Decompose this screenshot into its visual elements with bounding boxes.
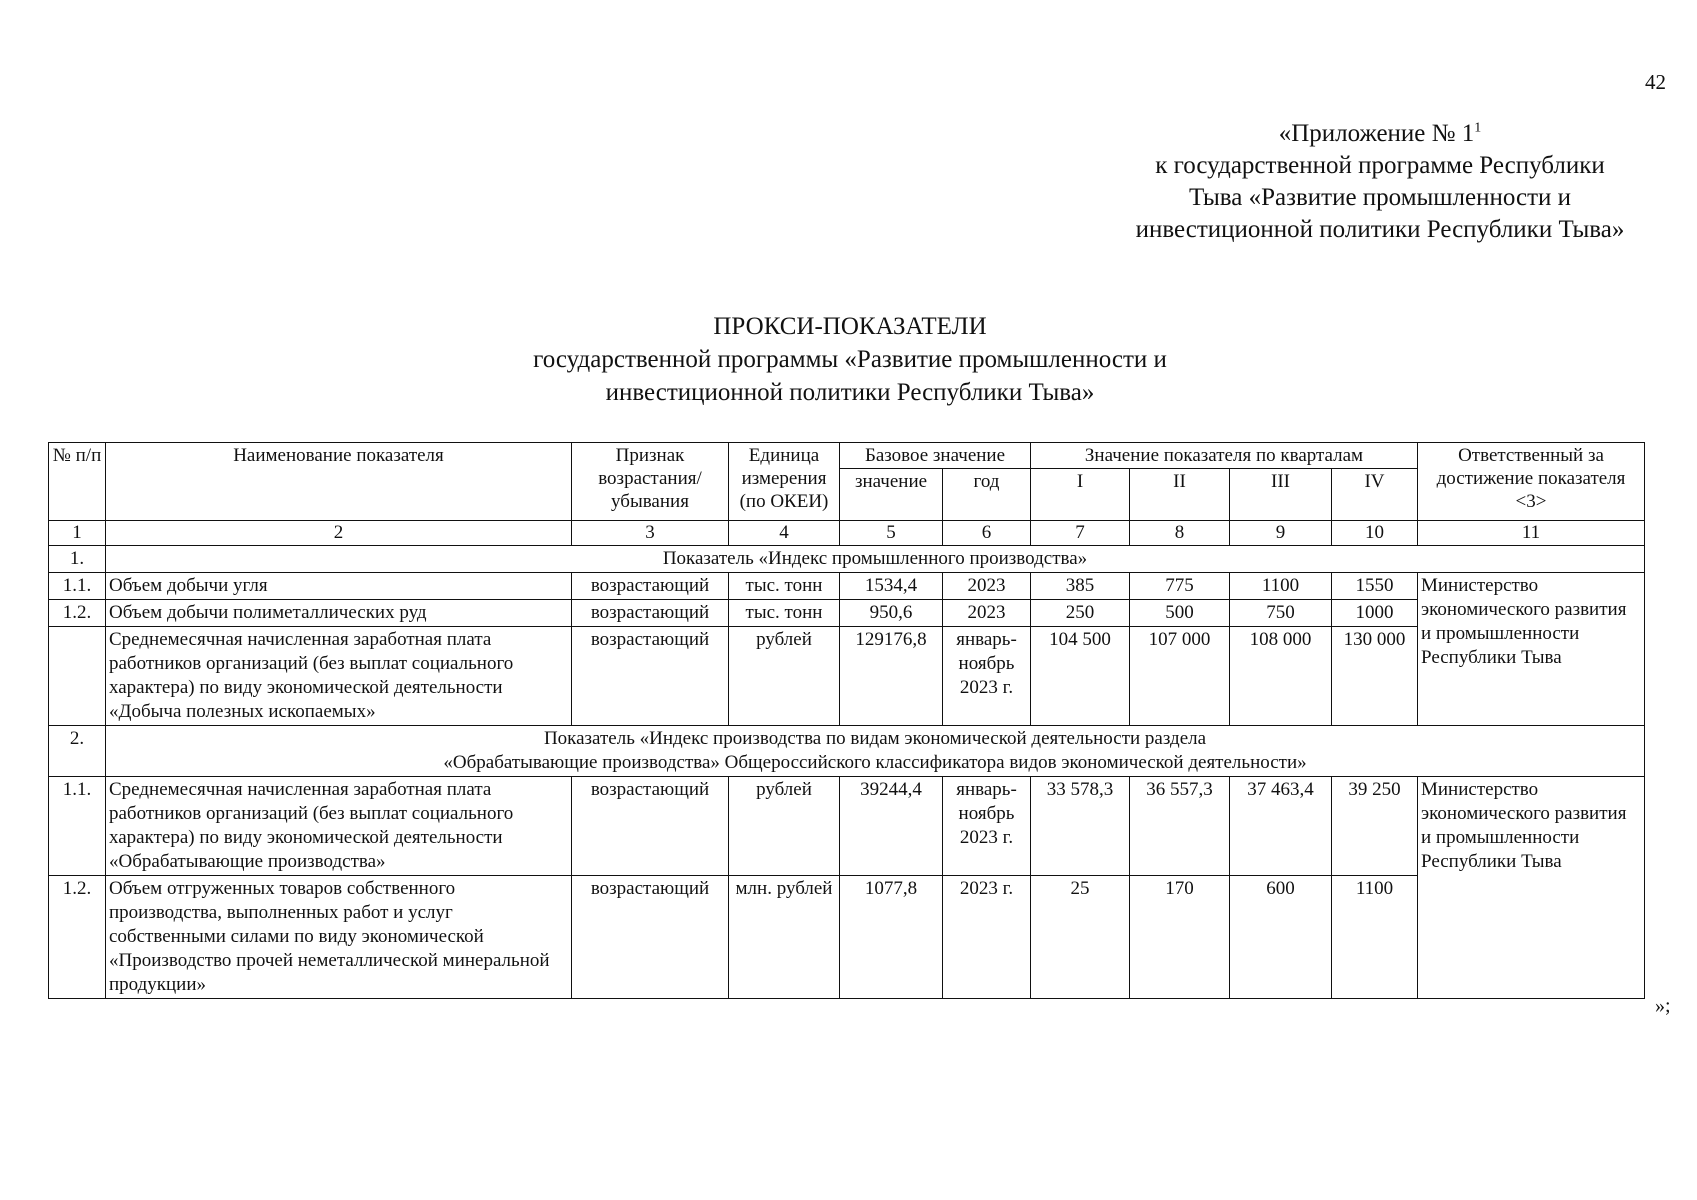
- column-number: 3: [572, 521, 729, 546]
- header-unit: Единица измерения (по ОКЕИ): [729, 443, 840, 521]
- q3-cell: 1100: [1230, 573, 1332, 600]
- unit-cell: рублей: [729, 627, 840, 726]
- title-line: инвестиционной политики Республики Тыва»: [605, 379, 1095, 406]
- appendix-line: инвестиционной политики Республики Тыва»: [1135, 216, 1625, 243]
- header-name: Наименование показателя: [106, 443, 572, 521]
- indicator-row: [49, 777, 1645, 876]
- appendix-line: к государственной программе Республики: [1155, 152, 1605, 179]
- column-number: 8: [1130, 521, 1230, 546]
- column-number: 6: [943, 521, 1031, 546]
- row-number: 1.2.: [49, 876, 106, 999]
- unit-cell: тыс. тонн: [729, 600, 840, 627]
- section-row: [49, 726, 1645, 777]
- closing-quote-mark: »;: [1655, 995, 1671, 1017]
- trend-cell: возрастающий: [572, 777, 729, 876]
- q2-cell: 775: [1130, 573, 1230, 600]
- title-line: государственной программы «Развитие промышленности и: [533, 346, 1167, 373]
- q1-cell: 385: [1031, 573, 1130, 600]
- column-number: 10: [1332, 521, 1418, 546]
- header-quarters: Значение показателя по кварталам: [1031, 443, 1418, 469]
- trend-cell: возрастающий: [572, 627, 729, 726]
- responsible-cell: Министерство экономического развития и промышленности Республики Тыва: [1418, 777, 1645, 999]
- unit-cell: тыс. тонн: [729, 573, 840, 600]
- base-value-cell: 950,6: [840, 600, 943, 627]
- q3-cell: 108 000: [1230, 627, 1332, 726]
- header-q1: I: [1031, 469, 1130, 521]
- base-year-cell: 2023: [943, 573, 1031, 600]
- column-number: 11: [1418, 521, 1645, 546]
- q4-cell: 1000: [1332, 600, 1418, 627]
- responsible-cell: Министерство экономического развития и промышленности Республики Тыва: [1418, 573, 1645, 726]
- q1-cell: 25: [1031, 876, 1130, 999]
- header-num: № п/п: [49, 443, 106, 521]
- base-value-cell: 1534,4: [840, 573, 943, 600]
- section-row: [49, 546, 1645, 573]
- column-number: 9: [1230, 521, 1332, 546]
- row-number: 1.1.: [49, 777, 106, 876]
- section-number: 2.: [49, 726, 106, 777]
- q2-cell: 500: [1130, 600, 1230, 627]
- base-year-cell: январь-ноябрь 2023 г.: [943, 777, 1031, 876]
- base-year-cell: 2023: [943, 600, 1031, 627]
- indicator-name: Среднемесячная начисленная заработная плата работников организаций (без выплат социального характера) по виду экономической деятельности «Добыча полезных ископаемых»: [106, 627, 572, 726]
- indicator-name: Среднемесячная начисленная заработная плата работников организаций (без выплат социального характера) по виду экономической деятельности «Обрабатывающие производства»: [106, 777, 572, 876]
- appendix-title: «Приложение № $1^1$: [1278, 120, 1482, 147]
- indicator-row: [49, 876, 1645, 999]
- row-number: 1.2.: [49, 600, 106, 627]
- q2-cell: 36 557,3: [1130, 777, 1230, 876]
- header-base: Базовое значение: [840, 443, 1031, 469]
- base-value-cell: 39244,4: [840, 777, 943, 876]
- indicator-row: [49, 573, 1645, 600]
- column-number: 1: [49, 521, 106, 546]
- section-title: [106, 726, 1645, 777]
- header-base-value: значение: [840, 469, 943, 521]
- q3-cell: 600: [1230, 876, 1332, 999]
- appendix-superscript: 1: [1474, 120, 1482, 136]
- header-responsible: Ответственный за достижение показателя <3>: [1418, 443, 1645, 521]
- indicator-row: [49, 627, 1645, 726]
- header-q3: III: [1230, 469, 1332, 521]
- appendix-line: Тыва «Развитие промышленности и: [1188, 184, 1572, 211]
- header-row: [49, 443, 1645, 469]
- indicator-name: Объем добычи угля: [106, 573, 572, 600]
- section-title-line: «Обрабатывающие производства» Общероссийского классификатора видов экономической деятельности»: [443, 752, 1307, 773]
- q4-cell: 39 250: [1332, 777, 1418, 876]
- proxy-indicators-table: [48, 442, 1645, 999]
- row-number: [49, 627, 106, 726]
- document-title: [400, 310, 1300, 409]
- column-numbers-row: [49, 521, 1645, 546]
- base-year-cell: январь-ноябрь 2023 г.: [943, 627, 1031, 726]
- base-value-cell: 1077,8: [840, 876, 943, 999]
- indicator-name: Объем отгруженных товаров собственного производства, выполненных работ и услуг собственными силами по виду экономической «Производство прочей неметаллической минеральной продукции»: [106, 876, 572, 999]
- q2-cell: 107 000: [1130, 627, 1230, 726]
- indicator-row: [49, 600, 1645, 627]
- q4-cell: 1100: [1332, 876, 1418, 999]
- header-q2: II: [1130, 469, 1230, 521]
- q3-cell: 750: [1230, 600, 1332, 627]
- trend-cell: возрастающий: [572, 600, 729, 627]
- column-number: 5: [840, 521, 943, 546]
- title-line: ПРОКСИ-ПОКАЗАТЕЛИ: [713, 313, 987, 340]
- base-value-cell: 129176,8: [840, 627, 943, 726]
- unit-cell: млн. рублей: [729, 876, 840, 999]
- trend-cell: возрастающий: [572, 573, 729, 600]
- indicator-name: Объем добычи полиметаллических руд: [106, 600, 572, 627]
- q1-cell: 104 500: [1031, 627, 1130, 726]
- q4-cell: 1550: [1332, 573, 1418, 600]
- q1-cell: 33 578,3: [1031, 777, 1130, 876]
- section-title: [106, 546, 1645, 573]
- q4-cell: 130 000: [1332, 627, 1418, 726]
- section-title-line: Показатель «Индекс промышленного производства»: [662, 548, 1088, 569]
- header-base-year: год: [943, 469, 1031, 521]
- base-year-cell: 2023 г.: [943, 876, 1031, 999]
- unit-cell: рублей: [729, 777, 840, 876]
- appendix-header: [1070, 118, 1690, 246]
- header-q4: IV: [1332, 469, 1418, 521]
- trend-cell: возрастающий: [572, 876, 729, 999]
- row-number: 1.1.: [49, 573, 106, 600]
- q3-cell: 37 463,4: [1230, 777, 1332, 876]
- section-number: 1.: [49, 546, 106, 573]
- column-number: 7: [1031, 521, 1130, 546]
- page-number: 42: [1645, 70, 1666, 94]
- column-number: 2: [106, 521, 572, 546]
- q1-cell: 250: [1031, 600, 1130, 627]
- q2-cell: 170: [1130, 876, 1230, 999]
- column-number: 4: [729, 521, 840, 546]
- section-title-line: Показатель «Индекс производства по видам экономической деятельности раздела: [543, 728, 1207, 749]
- header-trend: Признак возрастания/ убывания: [572, 443, 729, 521]
